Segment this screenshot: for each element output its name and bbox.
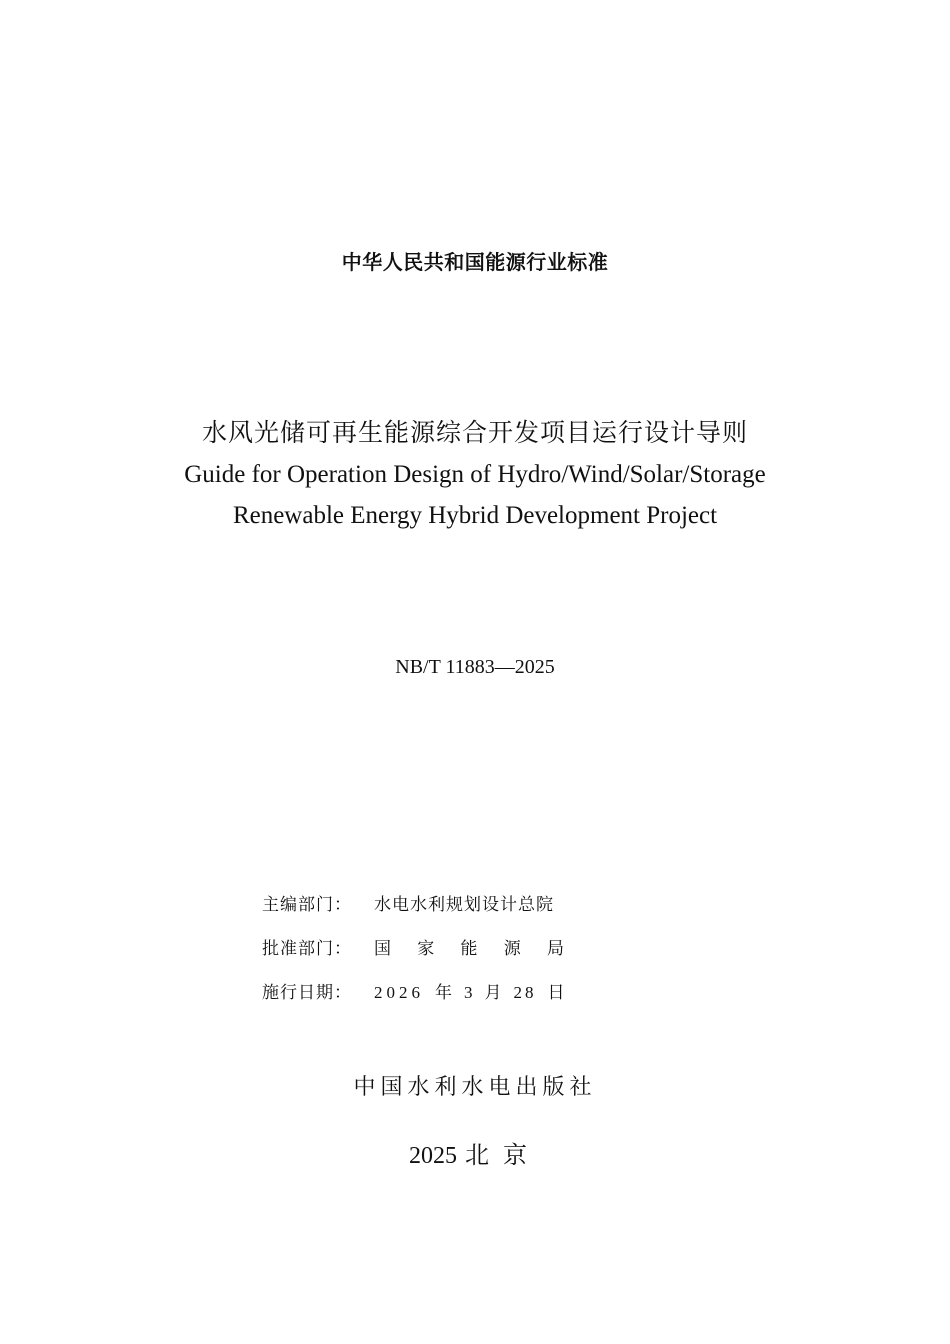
- standard-category-heading: 中华人民共和国能源行业标准: [341, 250, 609, 274]
- chief-editor-row: [262, 890, 554, 915]
- publication-city: 北京: [465, 1143, 541, 1169]
- standard-number: NB/T 11883—2025: [395, 656, 555, 678]
- publication-year-place: [0, 1135, 950, 1170]
- document-title-english-line-1: Guide for Operation Design of Hydro/Wind/Solar/Storage: [184, 461, 766, 488]
- document-title-english-line-2: Renewable Energy Hybrid Development Project: [232, 502, 718, 529]
- approval-value: 国 家 能 源 局: [374, 939, 564, 958]
- approval-label: 批准部门：: [262, 939, 352, 958]
- chief-editor-value: 水电水利规划设计总院: [374, 895, 554, 914]
- chief-editor-label: 主编部门：: [262, 895, 352, 914]
- effective-date-label: 施行日期：: [262, 983, 352, 1002]
- effective-date-value: 2026 年 3 月 28 日: [374, 983, 566, 1002]
- approval-row: [262, 934, 564, 959]
- publisher-name: 中国水利水电出版社: [353, 1074, 597, 1099]
- publication-year: 2025: [409, 1143, 457, 1169]
- document-title-chinese: 水风光储可再生能源综合开发项目运行设计导则: [201, 420, 748, 447]
- effective-date-row: [262, 978, 566, 1003]
